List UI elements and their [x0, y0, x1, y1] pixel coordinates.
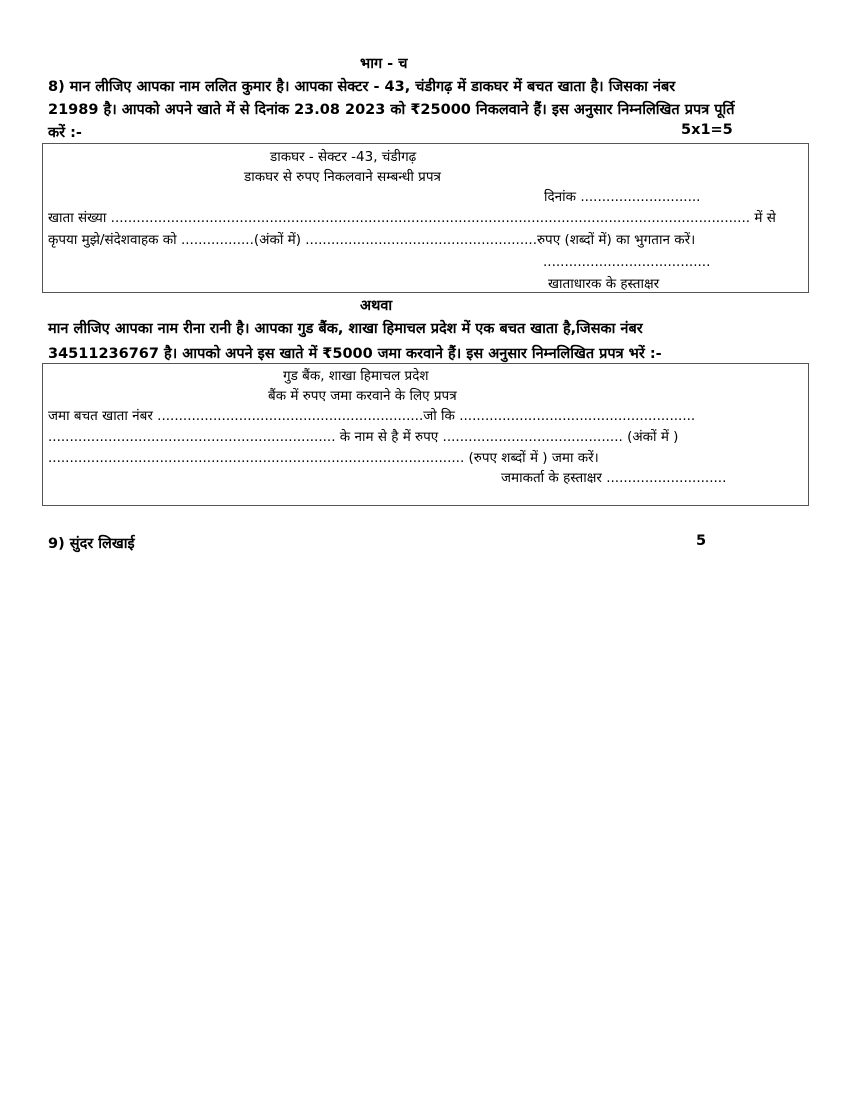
withdrawal-signature-dots: ....................................... [543, 254, 711, 270]
depositor-signature-line: जमाकर्ता के हस्ताक्षर ............................ [501, 470, 727, 486]
deposit-name-line: ................................................................... के नाम से है में रुपए .......................................... (अंकों में ) [48, 429, 679, 445]
withdrawal-form-title: डाकघर - सेक्टर -43, चंडीगढ़ [270, 149, 417, 165]
question-9-marks: 5 [696, 533, 707, 549]
question-9-label: 9) सुंदर लिखाई [48, 536, 135, 552]
withdrawal-date-line: दिनांक ............................ [544, 189, 701, 205]
deposit-form-subtitle: बैंक में रुपए जमा करवाने के लिए प्रपत्र [268, 388, 457, 404]
withdrawal-signature-label: खाताधारक के हस्ताक्षर [548, 276, 660, 292]
deposit-account-line: जमा बचत खाता नंबर ..............................................................जो कि ....................................................... [48, 408, 696, 424]
question-8-marks: 5x1=5 [681, 122, 733, 138]
deposit-words-line: ................................................................................................. (रुपए शब्दों में ) जमा करें। [48, 450, 599, 466]
question-8-line-1: 8) मान लीजिए आपका नाम ललित कुमार है। आपका सेक्टर - 43, चंडीगढ़ में डाकघर में बचत खाता है। जिसका नंबर [48, 79, 676, 95]
question-8b-line-2: 34511236767 है। आपको अपने इस खाते में ₹5000 जमा करवाने हैं। इस अनुसार निम्नलिखित प्रपत्र भरें :- [48, 346, 662, 362]
deposit-form-title: गुड बैंक, शाखा हिमाचल प्रदेश [283, 368, 429, 384]
withdrawal-account-line: खाता संख्या ..................................................................................................................................................... में से [48, 210, 776, 226]
question-8-line-3: करें :- [48, 125, 82, 141]
withdrawal-form-subtitle: डाकघर से रुपए निकलवाने सम्बन्धी प्रपत्र [244, 169, 441, 185]
or-label: अथवा [360, 298, 393, 314]
question-8-line-2: 21989 है। आपको अपने खाते में से दिनांक 23.08 2023 को ₹25000 निकलवाने हैं। इस अनुसार निम्नलिखित प्रपत्र पूर्ति [48, 102, 735, 118]
question-8b-line-1: मान लीजिए आपका नाम रीना रानी है। आपका गुड बैंक, शाखा हिमाचल प्रदेश में एक बचत खाता है,जिसका नंबर [48, 321, 643, 337]
withdrawal-pay-line: कृपया मुझे/संदेशवाहक को .................(अंकों में) ......................................................रुपए (शब्दों में) का भुगतान करें। [48, 232, 696, 248]
section-title: भाग - च [360, 56, 408, 72]
